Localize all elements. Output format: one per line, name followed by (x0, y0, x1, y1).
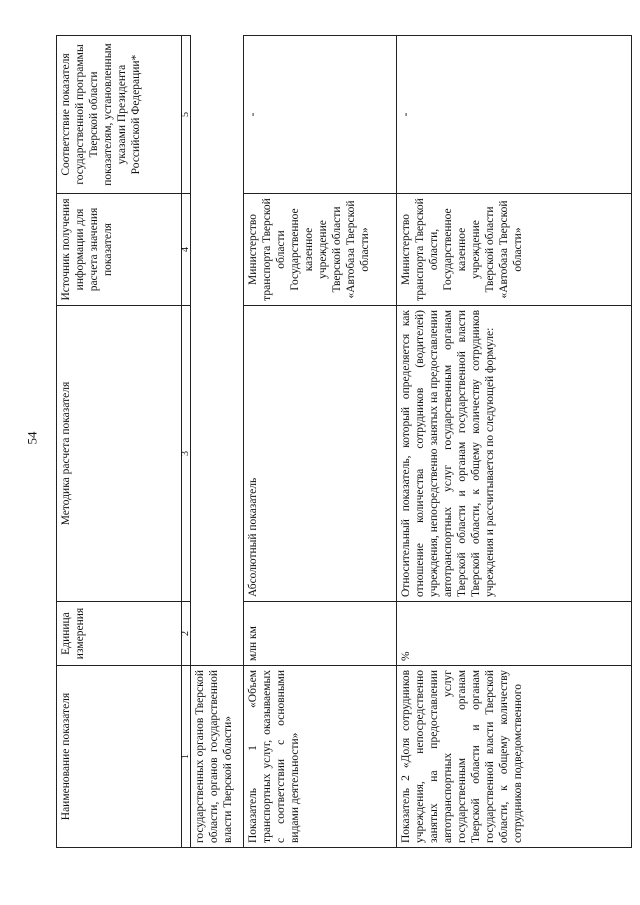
continuation-indicator-name: государственных органов Тверской области, органов государственной власти Тверской области» (191, 666, 244, 848)
table-row (244, 36, 397, 848)
column-number: 3 (182, 306, 191, 602)
continuation-row (191, 36, 244, 848)
indicators-table (56, 35, 632, 848)
indicator-compliance: - (397, 36, 632, 194)
table-row (397, 36, 632, 848)
indicator-unit: % (397, 602, 632, 666)
page-number: 54 (24, 431, 39, 445)
indicator-compliance: - (244, 36, 397, 194)
column-number: 2 (182, 602, 191, 666)
header-source: Источник получения информации для расчета значения показателя (57, 194, 182, 306)
column-numbers-row (182, 36, 191, 848)
header-unit: Единица измерения (57, 602, 182, 666)
header-compliance: Соответствие показателя государственной программы Тверской области показателям, установленным указами Президента Российской Федерации* (57, 36, 182, 194)
indicator-source: Министерство транспорта Тверской области, Государственное казенное учреждение Тверской области «Автобаза Тверской области» (397, 194, 632, 306)
rotated-table-wrapper (56, 36, 631, 848)
indicator-unit: млн км (244, 602, 397, 666)
column-number: 5 (182, 36, 191, 194)
indicator-method: Относительный показатель, который определяется как отношение количества сотрудников (водителей) учреждения, непосредственно занятых на предоставлении автотранспортных услуг государственным органам Тверской области и органам государственной власти Тверской области, к общему количеству сотрудников учреждения и рассчитывается по следующей формуле: (397, 306, 632, 602)
indicator-name: Показатель 2 «Доля сотрудников учреждения, непосредственно занятых на предоставлении автотранспортных услуг государственным органам Тверской области и органам государственной власти Тверской области, к общему количеству сотрудников подведомственного (397, 666, 632, 848)
table-header-row (57, 36, 182, 848)
header-method: Методика расчета показателя (57, 306, 182, 602)
column-number: 1 (182, 666, 191, 848)
column-number: 4 (182, 194, 191, 306)
continuation-empty-cells (191, 36, 244, 666)
indicator-source: Министерство транспорта Тверской области Государственное казенное учреждение Тверской области «Автобаза Тверской области» (244, 194, 397, 306)
indicator-name: Показатель 1 «Объем транспортных услуг, оказываемых с соответствии с основными видами деятельности» (244, 666, 397, 848)
indicator-method: Абсолютный показатель (244, 306, 397, 602)
header-indicator-name: Наименование показателя (57, 666, 182, 848)
